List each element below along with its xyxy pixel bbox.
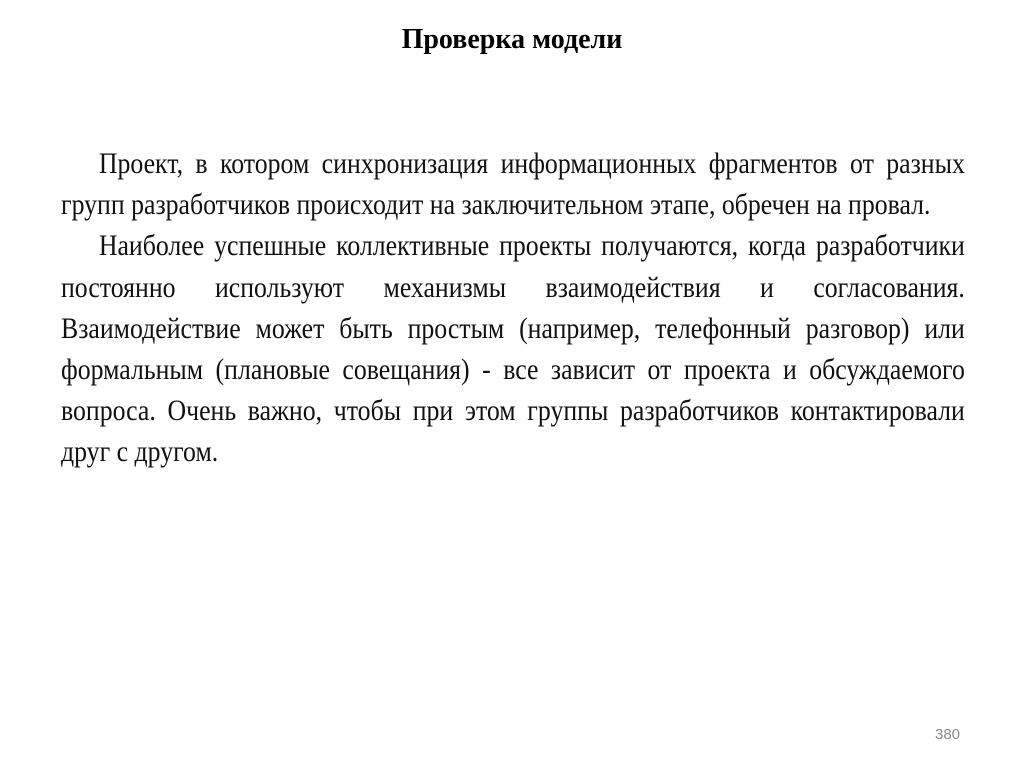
page-number: 380 (935, 726, 961, 743)
slide-body (61, 143, 965, 473)
paragraph-2: Наиболее успешные коллективные проекты получаются, когда разработчики постоянно используют механизмы взаимодействия и согласования. Взаимодействие может быть простым (например, телефонный разговор) или формальным (плановые совещания) - все зависит от проекта и обсуждаемого вопроса. Очень важно, чтобы при этом группы разработчиков контактировали друг с другом. (61, 229, 965, 469)
slide-title: Проверка модели (401, 24, 623, 55)
paragraph-1: Проект, в котором синхронизация информационных фрагментов от разных групп разработчиков происходит на заключительном этапе, обречен на провал. (61, 147, 965, 222)
